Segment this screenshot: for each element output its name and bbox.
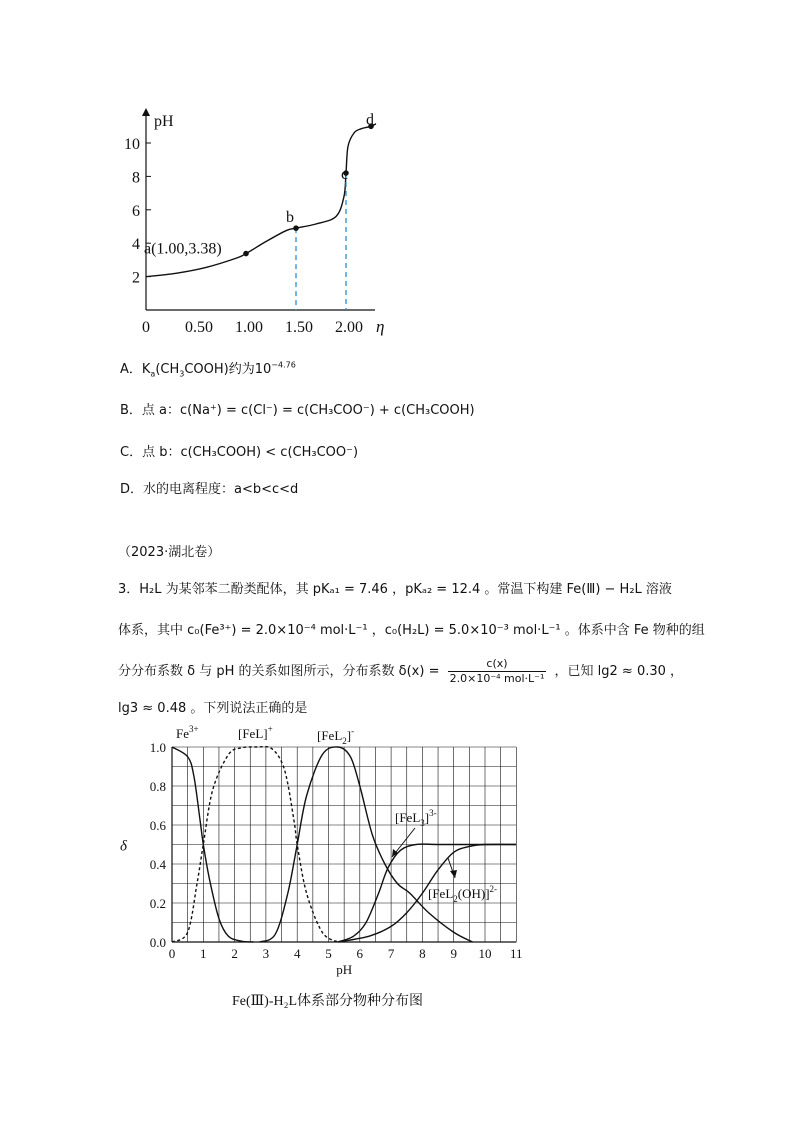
data-point bbox=[293, 225, 299, 231]
x-tick-label: 1.00 bbox=[235, 319, 263, 336]
x-tick-label: 0.50 bbox=[185, 319, 213, 336]
x-tick-label: 11 bbox=[510, 946, 523, 961]
y-tick-label: 10 bbox=[124, 136, 140, 153]
x-tick-label: 7 bbox=[387, 946, 395, 961]
question-line-4: lg3 ≈ 0.48 。下列说法正确的是 bbox=[118, 701, 308, 716]
y-tick-label: 0.4 bbox=[149, 857, 166, 872]
y-axis-arrow bbox=[142, 108, 150, 116]
y-tick-label: 0.2 bbox=[149, 896, 166, 911]
label-fel3: $[FeL_3]^{3-}$ bbox=[395, 808, 437, 828]
y-tick-label: 0.0 bbox=[149, 935, 166, 950]
titration-chart bbox=[110, 100, 410, 350]
y-tick-label: 6 bbox=[132, 202, 140, 220]
y-axis-label: pH bbox=[154, 113, 174, 130]
point-a-label: a(1.00,3.38) bbox=[144, 240, 222, 258]
y-tick-label: 0.8 bbox=[149, 779, 166, 794]
x-tick-label: 10 bbox=[478, 946, 492, 961]
x-tick-label: 2.00 bbox=[335, 319, 363, 336]
y-tick-label: 8 bbox=[132, 169, 140, 187]
x-tick-label: 1 bbox=[200, 946, 207, 961]
y-tick-label: 2 bbox=[132, 269, 140, 287]
label-fel2: [FeL$_2$]- bbox=[317, 726, 355, 746]
label-fe3: $Fe^{3+}$ bbox=[176, 724, 199, 741]
x-tick-label: 9 bbox=[450, 946, 457, 961]
y-tick-label: 4 bbox=[132, 236, 140, 254]
fraction-denominator: 2.0×10⁻⁴ mol·L⁻¹ bbox=[449, 672, 545, 685]
data-point bbox=[243, 251, 249, 257]
distribution-chart bbox=[110, 720, 550, 990]
question-line-2: 体系，其中 c₀(Fe³⁺) = 2.0×10⁻⁴ mol·L⁻¹ ，c₀(H₂L) = 5.0×10⁻³ mol·L⁻¹ 。体系中含 Fe 物种的组 bbox=[118, 623, 705, 638]
x-tick-label: 0 bbox=[142, 319, 150, 336]
fraction-numerator: c(x) bbox=[448, 657, 547, 672]
option-c: C．点 b：c(CH₃COOH) < c(CH₃COO⁻) bbox=[120, 445, 359, 460]
option-d: D．水的电离程度：a<b<c<d bbox=[120, 482, 299, 497]
point-b-label: b bbox=[286, 209, 294, 227]
x-tick-label: 3 bbox=[262, 946, 270, 961]
chart-caption: Fe(Ⅲ)-H₂L体系部分物种分布图 bbox=[232, 994, 424, 1009]
option-b: B．点 a：c(Na⁺) = c(Cl⁻) = c(CH₃COO⁻) + c(CH₃COOH) bbox=[120, 403, 475, 418]
x-tick-label: 2 bbox=[231, 946, 238, 961]
x-tick-label: 1.50 bbox=[285, 319, 313, 336]
y-tick-label: 0.6 bbox=[149, 818, 166, 833]
point-c-label: c bbox=[341, 166, 349, 184]
x-tick-label: 0 bbox=[168, 946, 176, 961]
x-tick-label: 5 bbox=[325, 946, 332, 961]
label-fel2oh: $[FeL_2(OH)]^{2-}$ bbox=[428, 884, 498, 904]
x-tick-label: 6 bbox=[356, 946, 364, 961]
point-d-label: d bbox=[366, 111, 374, 129]
option-a: A．$K_a(CH_3COOH)$约为$10^{-4.76}$ bbox=[120, 360, 296, 379]
x-axis-label: pH bbox=[336, 962, 353, 977]
question-line-1: 3．H₂L 为某邻苯二酚类配体，其 pKₐ₁ = 7.46 ，pKₐ₂ = 12.4 。常温下构建 Fe(Ⅲ) − H₂L 溶液 bbox=[118, 582, 672, 597]
label-fel: [FeL]+ bbox=[238, 724, 273, 741]
x-tick-label: 8 bbox=[419, 946, 426, 961]
x-axis-label: η bbox=[376, 317, 385, 336]
question-source: （2023·湖北卷） bbox=[118, 545, 221, 560]
y-tick-label: 1.0 bbox=[149, 740, 166, 755]
y-axis-label: δ bbox=[120, 838, 127, 855]
question-line-3: 分分布系数 δ 与 pH 的关系如图所示，分布系数 δ(x) = c(x) 2.0×10⁻⁴ mol·L⁻¹ ，已知 lg2 ≈ 0.30 ， bbox=[118, 657, 684, 685]
x-tick-label: 4 bbox=[293, 946, 301, 961]
